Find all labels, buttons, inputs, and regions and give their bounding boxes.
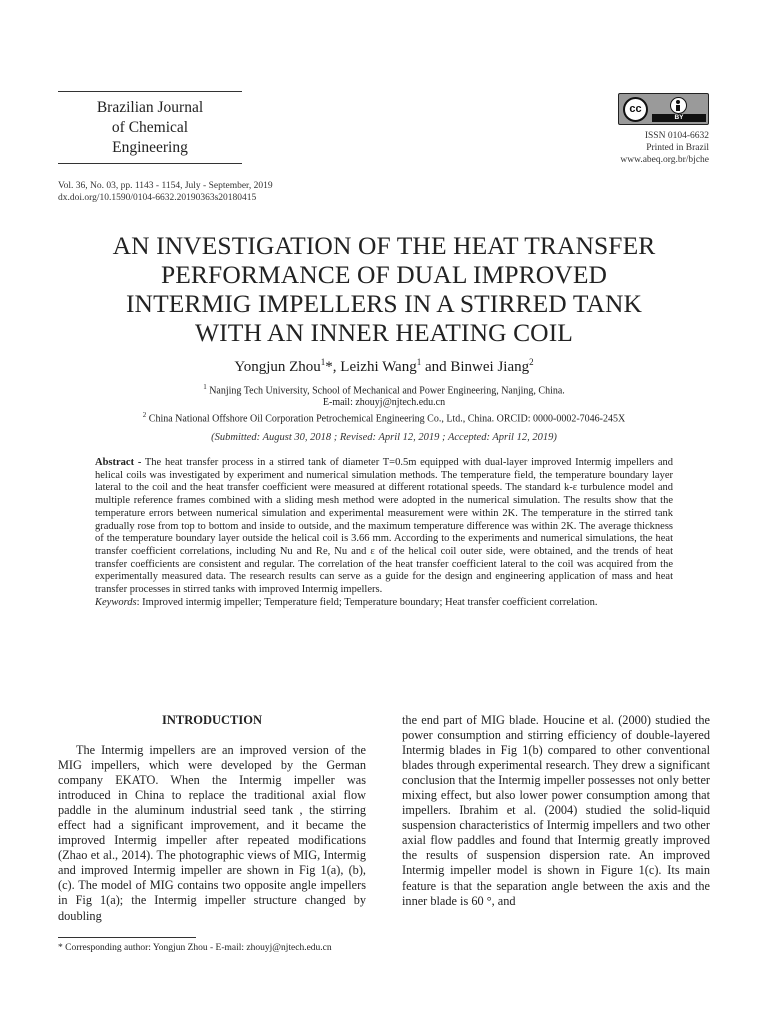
affiliation-2 <box>40 409 728 425</box>
abstract <box>95 457 673 609</box>
title-line-2: PERFORMANCE OF DUAL IMPROVED <box>160 260 608 289</box>
author-conjunction: and <box>421 359 451 375</box>
citation-block <box>58 180 273 204</box>
title-line-4: WITH AN INNER HEATING COIL <box>195 318 573 347</box>
affiliation-2-text: China National Offshore Oil Corporation Petrochemical Engineering Co., Ltd., China. ORCID: 0000-0002-7046-245X <box>146 413 626 425</box>
issn: ISSN 0104-6632 <box>644 131 709 141</box>
journal-name <box>58 92 242 163</box>
person-icon <box>670 97 687 114</box>
cc-icon: cc <box>623 97 648 122</box>
title-line-3: INTERMIG IMPELLERS IN A STIRRED TANK <box>125 289 643 318</box>
keywords-text: : Improved intermig impeller; Temperature field; Temperature boundary; Heat transfer coefficient correlation. <box>136 596 598 608</box>
body-left-column <box>58 713 366 924</box>
journal-name-block <box>58 91 242 164</box>
body-right-column <box>402 713 710 909</box>
affiliation-1 <box>40 381 728 397</box>
abstract-text: The heat transfer process in a stirred tank of diameter T=0.5m equipped with dual-layer improved Intermig impellers and helical coils was investigated by experiment and numerical simulation methods. The temperature field, the temperature boundary layer lateral to the coil and the heat transfer coefficient were measured at different rotational speeds. The standard k-ε turbulence model and multiple reference frames combined with a sliding mesh method were adopted in the numerical simulation. The results show that the temperature errors between numerical simulation and experimental measurement were within 2K. The temperature in the stirred tank gradually rose from top to bottom and inside to outside, and the maximum temperature difference was within 2K. The average thickness of the temperature boundary layer outside the helical coil is 3.66 mm. According to the experiments and numerical simulations, the heat transfer coefficient correlations, including Nu and Re, Nu and ε of the helical coil outer side, were obtained, and the trends of heat transfer coefficients are consistent and regular. The correlation of the heat transfer coefficient lateral to the coil was acquired from the experimentally measured data. The research results can serve as a guide for the design and engineering application of mass and heat transfer processes in stirred tanks with improved Intermig impellers. <box>95 457 673 596</box>
affiliation-1-email[interactable]: E-mail: zhouyj@njtech.edu.cn <box>322 397 446 409</box>
corresponding-author-footnote: * Corresponding author: Yongjun Zhou - E-mail: zhouyj@njtech.edu.cn <box>58 943 332 953</box>
volume-line: Vol. 36, No. 03, pp. 1143 - 1154, July - September, 2019 <box>58 181 273 191</box>
author-list <box>40 353 728 376</box>
keywords <box>95 597 673 610</box>
keywords-label: Keywords <box>95 596 137 608</box>
by-label: BY <box>652 114 706 122</box>
author-1: Yongjun Zhou <box>234 359 321 375</box>
by-attribution-area <box>652 96 706 122</box>
journal-name-line-3: Engineering <box>112 139 188 156</box>
abstract-paragraph <box>95 457 673 597</box>
cc-by-license-badge[interactable] <box>618 93 709 125</box>
affiliation-1-mark: 1 <box>203 383 207 391</box>
author-2: Leizhi Wang <box>340 359 417 375</box>
author-1-affiliation: 1 <box>320 357 326 367</box>
journal-website-link[interactable]: www.abeq.org.br/bjche <box>620 155 709 165</box>
submission-dates: (Submitted: August 30, 2018 ; Revised: April 12, 2019 ; Accepted: April 12, 2019) <box>211 432 557 443</box>
footnote-rule <box>58 937 196 938</box>
affiliations <box>40 381 728 426</box>
author-3-affiliation: 2 <box>529 357 534 367</box>
intro-paragraph-right: the end part of MIG blade. Houcine et al. (2000) studied the power consumption and stirring efficiency of double-layered Intermig blades in Fig 1(b) compared to other conventional blades through experimental research. They drew a significant conclusion that the Intermig impeller possesses not only better mixing effect, but also lower power consumption among that impellers. Ibrahim et al. (2004) studied the solid-liquid suspension characteristics of Intermig impellers and two other axial flow paddles and found that Intermig greatly improved the results of suspension dispersion rate. An improved Intermig impeller model is shown in Figure 1(c). Its main feature is that the separation angle between the axis and the inner blade is 60 °, and <box>402 713 710 908</box>
introduction-heading: INTRODUCTION <box>161 713 262 727</box>
intro-paragraph-left: The Intermig impellers are an improved version of the MIG impellers, which were developed by the German company EKATO. When the Intermig impeller was introduced in China to replace the traditional axial flow paddle in the aluminum industrial seed tank , the stirring effect had a significant improvement, and it became the improved Intermig impeller after repeated modifications (Zhao et al., 2014). The photographic views of MIG, Intermig and improved Intermig impeller are shown in Fig 1(a), (b), (c). The model of MIG contains two opposite angle impellers in Fig 1(a); the Intermig impeller structure changed by doubling <box>58 743 366 923</box>
journal-name-line-2: of Chemical <box>111 119 189 136</box>
abstract-label: Abstract - <box>95 457 142 468</box>
journal-name-line-1: Brazilian Journal <box>96 99 204 116</box>
issn-block <box>620 130 709 166</box>
article-title <box>40 231 728 347</box>
author-2-affiliation: 1 <box>416 357 422 367</box>
printed-in: Printed in Brazil <box>646 143 709 153</box>
title-line-1: AN INVESTIGATION OF THE HEAT TRANSFER <box>112 231 656 260</box>
affiliation-1-text: Nanjing Tech University, School of Mechanical and Power Engineering, Nanjing, China. <box>206 385 565 397</box>
affiliation-2-mark: 2 <box>142 411 147 420</box>
corresponding-mark: *, <box>325 359 341 375</box>
journal-bottom-rule <box>58 163 242 164</box>
author-3: Binwei Jiang <box>450 359 530 375</box>
doi-link[interactable]: dx.doi.org/10.1590/0104-6632.20190363s20180415 <box>58 193 257 203</box>
